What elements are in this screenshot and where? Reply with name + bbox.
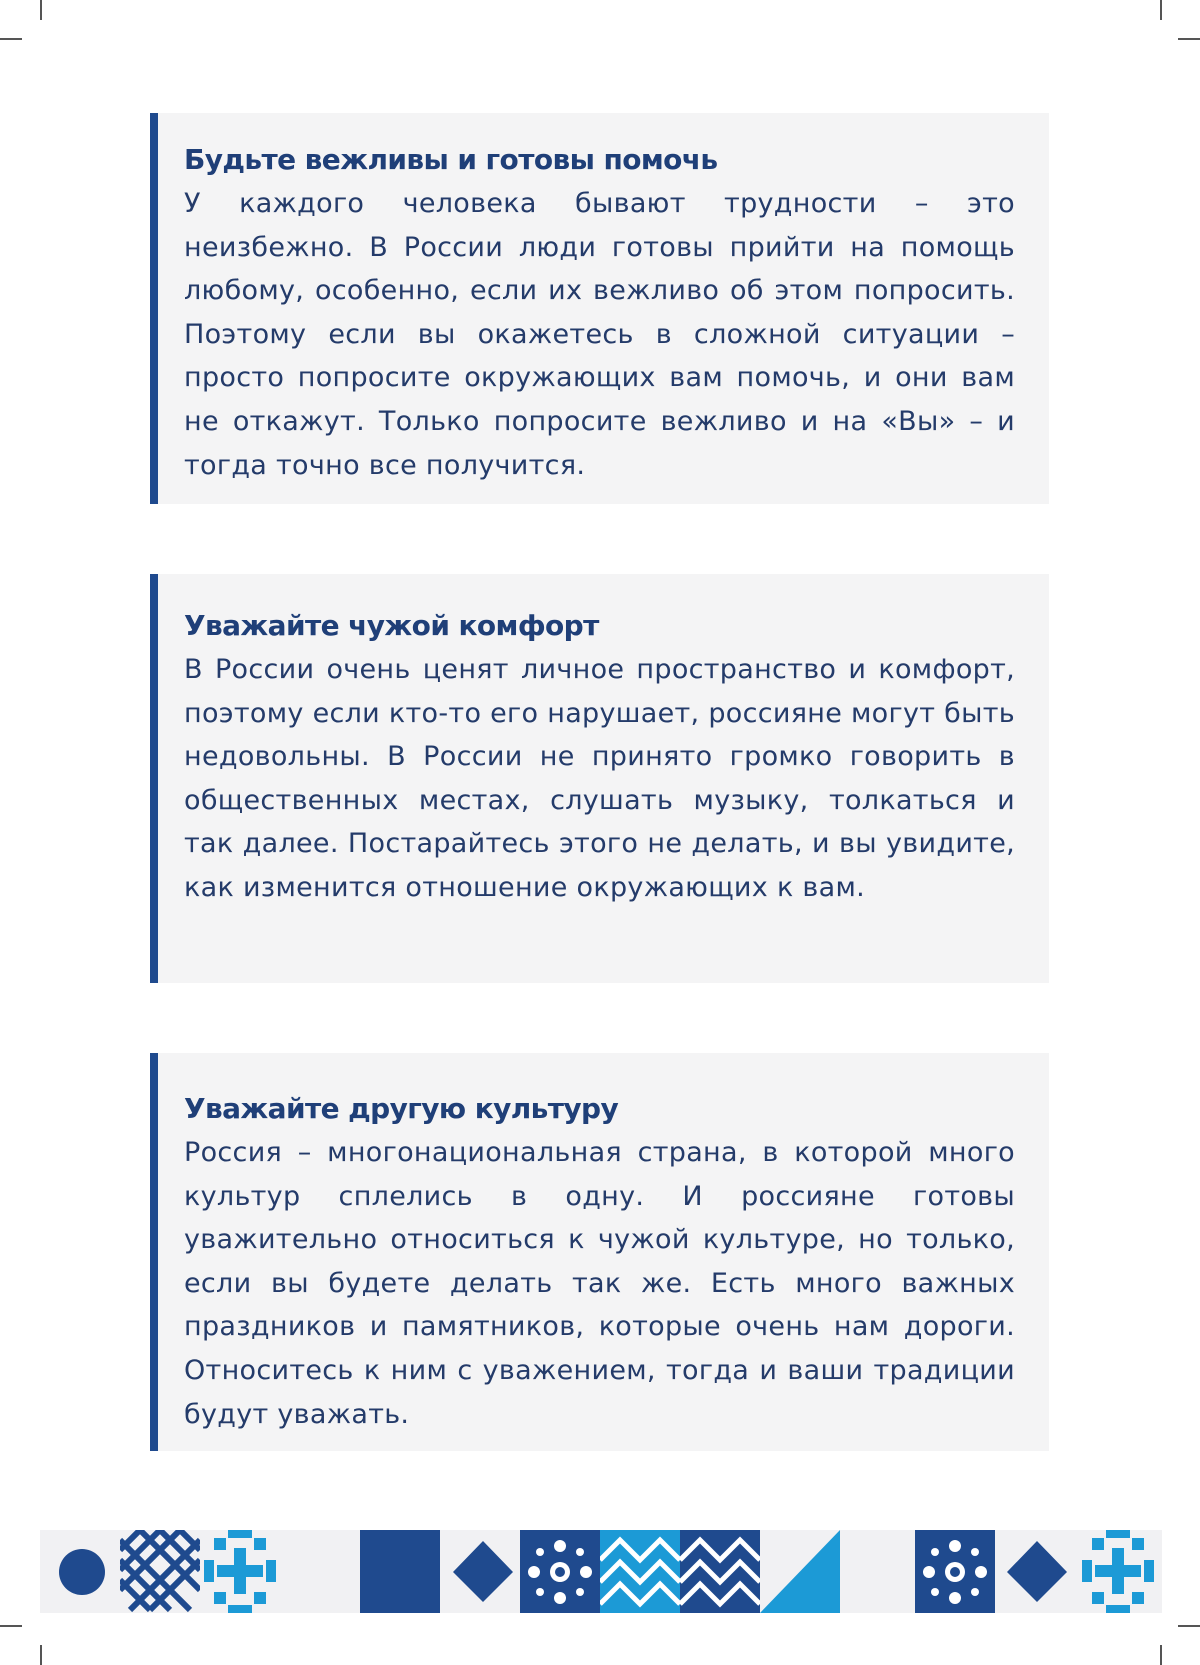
circle-icon — [40, 1530, 120, 1613]
crop-mark-top-right-h — [1178, 38, 1200, 40]
card-text: В России очень ценят личное пространство и комфорт, поэтому если кто-то его нарушает, россияне могут быть недовольны. В России не принято громко говорить в общественных местах, слушать музыку, толкаться и так далее. Постарайтесь этого не делать, и вы увидите, как изменится отношение окружающих к вам. — [184, 654, 1015, 903]
crop-mark-bottom-left-v — [40, 1645, 42, 1665]
diamond-shape-icon — [448, 1530, 518, 1613]
crop-mark-top-left-h — [0, 38, 22, 40]
floral-pattern-icon — [520, 1530, 600, 1613]
card-title: Уважайте чужой комфорт — [184, 609, 599, 642]
card-title: Будьте вежливы и готовы помочь — [184, 143, 718, 176]
card-text: У каждого человека бывают трудности – это неизбежно. В России люди готовы прийти на помощь любому, особенно, если их вежливо об этом попросить. Поэтому если вы окажетесь в сложной ситуации – просто попросите окружающих вам помочь, и они вам не откажут. Только попросите вежливо и на «Вы» – и тогда точно все получится. — [184, 188, 1015, 481]
ornament-strip — [40, 1530, 1162, 1613]
lattice-pattern-icon — [120, 1530, 200, 1613]
chevron-pattern-icon — [600, 1530, 680, 1613]
triangle-shape-icon — [760, 1530, 840, 1613]
diamond-shape-icon — [1002, 1530, 1072, 1613]
crop-mark-bottom-left-h — [0, 1625, 22, 1627]
advice-card-culture — [150, 1053, 1049, 1451]
crop-mark-bottom-right-v — [1160, 1645, 1162, 1665]
cross-pattern-icon — [1078, 1530, 1158, 1613]
card-text: Россия – многонациональная страна, в которой много культур сплелись в одну. И россияне готовы уважительно относиться к чужой культуре, но только, если вы будете делать так же. Есть много важных праздников и памятников, которые очень нам дороги. Относитесь к ним с уважением, тогда и ваши традиции будут уважать. — [184, 1137, 1015, 1430]
square-shape-icon — [360, 1530, 440, 1613]
crop-mark-top-left-v — [40, 0, 42, 20]
crop-mark-bottom-right-h — [1178, 1625, 1200, 1627]
card-title: Уважайте другую культуру — [184, 1092, 619, 1125]
advice-card-politeness — [150, 113, 1049, 504]
floral-pattern-icon — [915, 1530, 995, 1613]
cross-pattern-icon — [200, 1530, 280, 1613]
crop-mark-top-right-v — [1160, 0, 1162, 20]
chevron-pattern-dark-icon — [680, 1530, 760, 1613]
advice-card-comfort — [150, 574, 1049, 983]
